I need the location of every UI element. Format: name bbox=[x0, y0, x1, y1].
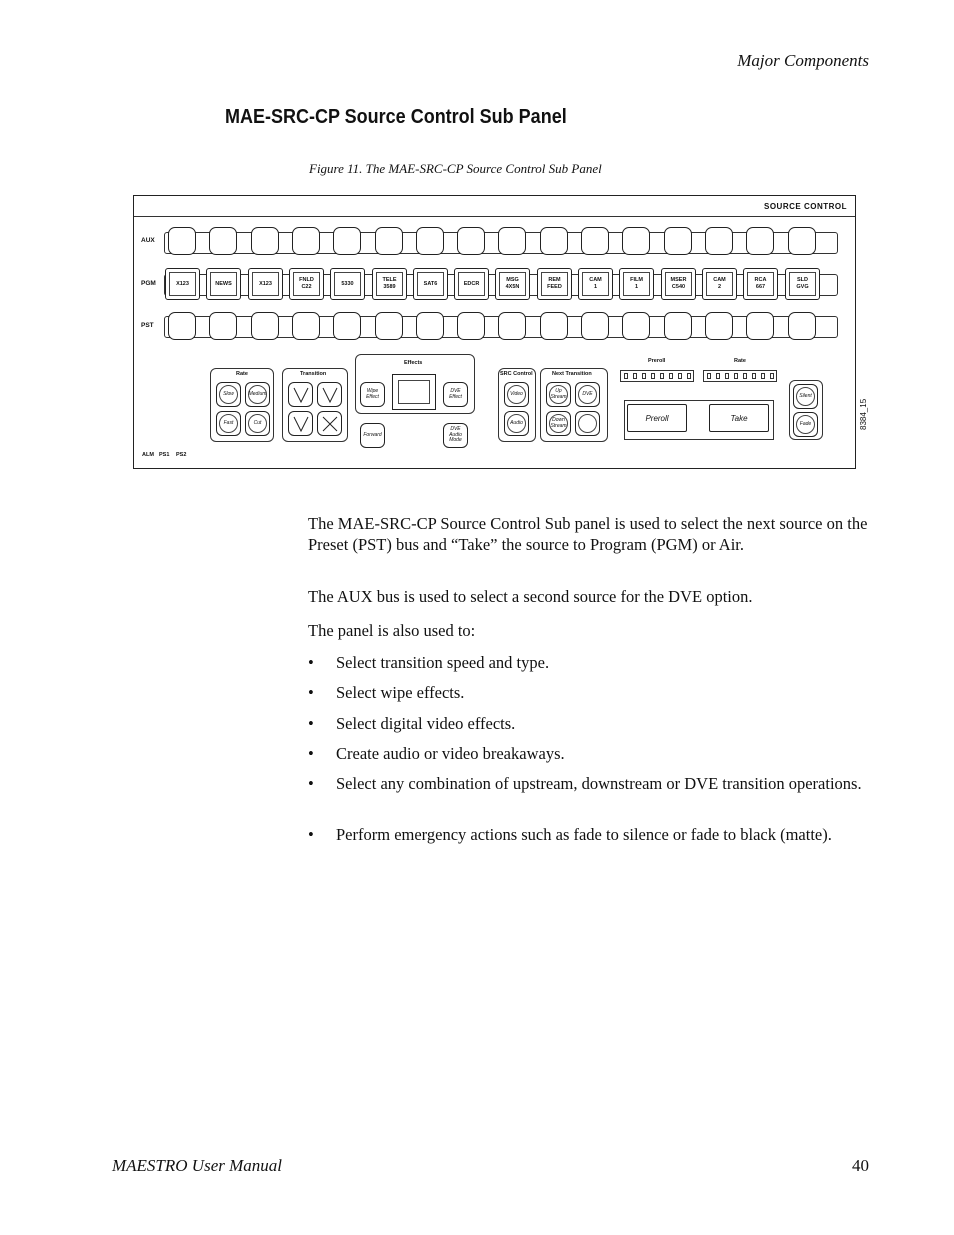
source-label-line: C540 bbox=[671, 284, 686, 290]
figure-caption: Figure 11. The MAE-SRC-CP Source Control Sub Panel bbox=[309, 161, 602, 176]
source-label-line: X123 bbox=[176, 280, 189, 287]
source-label-line: 3589 bbox=[383, 284, 396, 290]
pgm-source-button[interactable] bbox=[206, 268, 241, 300]
forward-button[interactable]: Forward bbox=[360, 423, 385, 448]
blank-transition-button[interactable] bbox=[575, 411, 600, 436]
source-label bbox=[582, 272, 609, 296]
source-label-line: SLD bbox=[797, 277, 808, 284]
source-label-line: REM bbox=[548, 277, 561, 284]
video-button[interactable]: Video bbox=[504, 382, 529, 407]
wipe-v-button[interactable] bbox=[288, 411, 313, 436]
preroll-button[interactable]: Preroll bbox=[627, 404, 687, 432]
source-label bbox=[376, 272, 403, 296]
aux-source-button[interactable] bbox=[168, 227, 196, 255]
source-label bbox=[252, 272, 279, 296]
paragraph-2: The AUX bus is used to select a second source for the DVE option. bbox=[308, 587, 753, 606]
pst-source-button[interactable] bbox=[416, 312, 444, 340]
pst-source-button[interactable] bbox=[498, 312, 526, 340]
wipe-v-icon bbox=[321, 386, 339, 404]
medium-button[interactable]: Medium bbox=[245, 382, 270, 407]
source-label-line: 1 bbox=[593, 284, 598, 290]
ps2-label: PS2 bbox=[176, 452, 187, 458]
audio-button[interactable]: Audio bbox=[504, 411, 529, 436]
source-label bbox=[458, 272, 485, 296]
aux-source-button[interactable] bbox=[581, 227, 609, 255]
wipe-effect-button[interactable]: Wipe Effect bbox=[360, 382, 385, 407]
wipe-v-icon bbox=[292, 386, 310, 404]
next-transition-group-label: Next Transition bbox=[552, 371, 592, 377]
source-label-line: C22 bbox=[301, 284, 312, 290]
rate-display bbox=[703, 370, 777, 382]
rate-display-label: Rate bbox=[734, 358, 746, 364]
pst-source-button[interactable] bbox=[788, 312, 816, 340]
source-label-line: FEED bbox=[547, 284, 562, 290]
source-label bbox=[293, 272, 320, 296]
pst-source-button[interactable] bbox=[292, 312, 320, 340]
pst-source-button[interactable] bbox=[209, 312, 237, 340]
aux-source-button[interactable] bbox=[498, 227, 526, 255]
source-label-line: TELE bbox=[382, 277, 397, 284]
pgm-source-button[interactable] bbox=[661, 268, 696, 300]
source-label-line: X123 bbox=[259, 280, 272, 287]
fast-button[interactable]: Fast bbox=[216, 411, 241, 436]
pst-source-button[interactable] bbox=[746, 312, 774, 340]
source-label bbox=[541, 272, 568, 296]
footer-manual-title: MAESTRO User Manual bbox=[112, 1156, 282, 1175]
up-stream-button[interactable]: Up Stream bbox=[546, 382, 571, 407]
transition-group-label: Transition bbox=[300, 371, 327, 377]
pgm-source-button[interactable] bbox=[743, 268, 778, 300]
pgm-source-button[interactable] bbox=[619, 268, 654, 300]
aux-source-button[interactable] bbox=[746, 227, 774, 255]
aux-source-button[interactable] bbox=[209, 227, 237, 255]
preroll-display bbox=[620, 370, 694, 382]
source-label-line: 4X5N bbox=[505, 284, 520, 290]
effects-display bbox=[392, 374, 436, 410]
pgm-source-button[interactable] bbox=[413, 268, 448, 300]
source-label bbox=[747, 272, 774, 296]
pgm-bus-label: PGM bbox=[141, 280, 156, 287]
dve-transition-button[interactable]: DVE bbox=[575, 382, 600, 407]
pst-source-button[interactable] bbox=[540, 312, 568, 340]
source-label-line: CAM bbox=[589, 277, 602, 284]
source-control-panel-figure bbox=[133, 195, 856, 469]
panel-brand: SOURCE CONTROL bbox=[764, 202, 847, 211]
source-label bbox=[706, 272, 733, 296]
pst-source-button[interactable] bbox=[581, 312, 609, 340]
pgm-source-button[interactable] bbox=[537, 268, 572, 300]
aux-source-button[interactable] bbox=[540, 227, 568, 255]
slow-button[interactable]: Slow bbox=[216, 382, 241, 407]
wipe-x-icon bbox=[321, 415, 339, 433]
aux-source-button[interactable] bbox=[457, 227, 485, 255]
source-label bbox=[789, 272, 816, 296]
aux-source-button[interactable] bbox=[416, 227, 444, 255]
pst-source-button[interactable] bbox=[168, 312, 196, 340]
source-label bbox=[334, 272, 361, 296]
source-label bbox=[499, 272, 526, 296]
pgm-source-button[interactable] bbox=[248, 268, 283, 300]
panel-divider bbox=[134, 216, 855, 217]
pgm-source-button[interactable] bbox=[785, 268, 820, 300]
pgm-source-button[interactable] bbox=[495, 268, 530, 300]
source-label-line: MSER bbox=[670, 277, 687, 284]
aux-source-button[interactable] bbox=[664, 227, 692, 255]
pgm-source-button[interactable] bbox=[578, 268, 613, 300]
wipe-left-button[interactable] bbox=[288, 382, 313, 407]
aux-source-button[interactable] bbox=[292, 227, 320, 255]
pst-source-button[interactable] bbox=[333, 312, 361, 340]
source-label-line: RCA bbox=[754, 277, 767, 284]
pgm-source-button[interactable] bbox=[372, 268, 407, 300]
source-label-line: 1 bbox=[634, 284, 639, 290]
pst-source-button[interactable] bbox=[705, 312, 733, 340]
preroll-display-label: Preroll bbox=[648, 358, 666, 364]
pgm-source-button[interactable] bbox=[454, 268, 489, 300]
aux-source-button[interactable] bbox=[788, 227, 816, 255]
dve-effect-button[interactable]: DVE Effect bbox=[443, 382, 468, 407]
source-label-line: NEWS bbox=[215, 280, 232, 287]
paragraph-1: The MAE-SRC-CP Source Control Sub panel is used to select the next source on the Preset (PST) bus and “Take” the source to Program (PGM) or Air. bbox=[308, 514, 868, 554]
fade-button[interactable]: Fade bbox=[793, 412, 818, 437]
source-label-line: FILM bbox=[630, 277, 643, 284]
pst-bus-label: PST bbox=[141, 322, 154, 329]
pst-source-button[interactable] bbox=[375, 312, 403, 340]
source-label bbox=[623, 272, 650, 296]
aux-source-button[interactable] bbox=[251, 227, 279, 255]
running-header: Major Components bbox=[737, 51, 869, 70]
footer-page-number: 40 bbox=[852, 1156, 869, 1175]
aux-source-button[interactable] bbox=[375, 227, 403, 255]
source-label bbox=[665, 272, 692, 296]
rate-group-label: Rate bbox=[236, 371, 248, 377]
pgm-source-button[interactable] bbox=[165, 268, 200, 300]
source-label-line: 667 bbox=[755, 284, 766, 290]
pst-source-button[interactable] bbox=[622, 312, 650, 340]
effects-group-label: Effects bbox=[404, 360, 423, 366]
aux-source-button[interactable] bbox=[705, 227, 733, 255]
down-stream-button[interactable]: Down Stream bbox=[546, 411, 571, 436]
pgm-source-button[interactable] bbox=[330, 268, 365, 300]
alm-label: ALM bbox=[142, 452, 154, 458]
cut-button[interactable]: Cut bbox=[245, 411, 270, 436]
src-control-group-label: SRC Control bbox=[500, 371, 533, 377]
source-label-line: GVG bbox=[796, 284, 809, 290]
wipe-right-button[interactable] bbox=[317, 382, 342, 407]
pgm-source-button[interactable] bbox=[289, 268, 324, 300]
source-label-line: EDCR bbox=[463, 280, 480, 287]
aux-bus-label: AUX bbox=[141, 237, 155, 244]
section-title: MAE-SRC-CP Source Control Sub Panel bbox=[225, 106, 567, 128]
source-label-line: 2 bbox=[717, 284, 722, 290]
dve-audio-mode-button[interactable]: DVE Audio Mode bbox=[443, 423, 468, 448]
source-label-line: SAT6 bbox=[423, 280, 438, 287]
source-label bbox=[210, 272, 237, 296]
source-label-line: FNLD bbox=[299, 277, 314, 284]
pst-source-button[interactable] bbox=[251, 312, 279, 340]
source-label-line: CAM bbox=[713, 277, 726, 284]
source-label-line: 5330 bbox=[341, 280, 354, 287]
source-label-line: MSG bbox=[506, 277, 519, 284]
pst-source-button[interactable] bbox=[664, 312, 692, 340]
aux-source-button[interactable] bbox=[622, 227, 650, 255]
pgm-source-button[interactable] bbox=[702, 268, 737, 300]
aux-source-button[interactable] bbox=[333, 227, 361, 255]
source-label bbox=[417, 272, 444, 296]
paragraph-3: The panel is also used to: bbox=[308, 621, 476, 640]
wipe-v-icon bbox=[292, 415, 310, 433]
wipe-x-button[interactable] bbox=[317, 411, 342, 436]
figure-number: 8384_15 bbox=[859, 398, 868, 430]
silent-button[interactable]: Silent bbox=[793, 384, 818, 409]
pst-source-button[interactable] bbox=[457, 312, 485, 340]
take-button[interactable]: Take bbox=[709, 404, 769, 432]
ps1-label: PS1 bbox=[159, 452, 170, 458]
source-label bbox=[169, 272, 196, 296]
